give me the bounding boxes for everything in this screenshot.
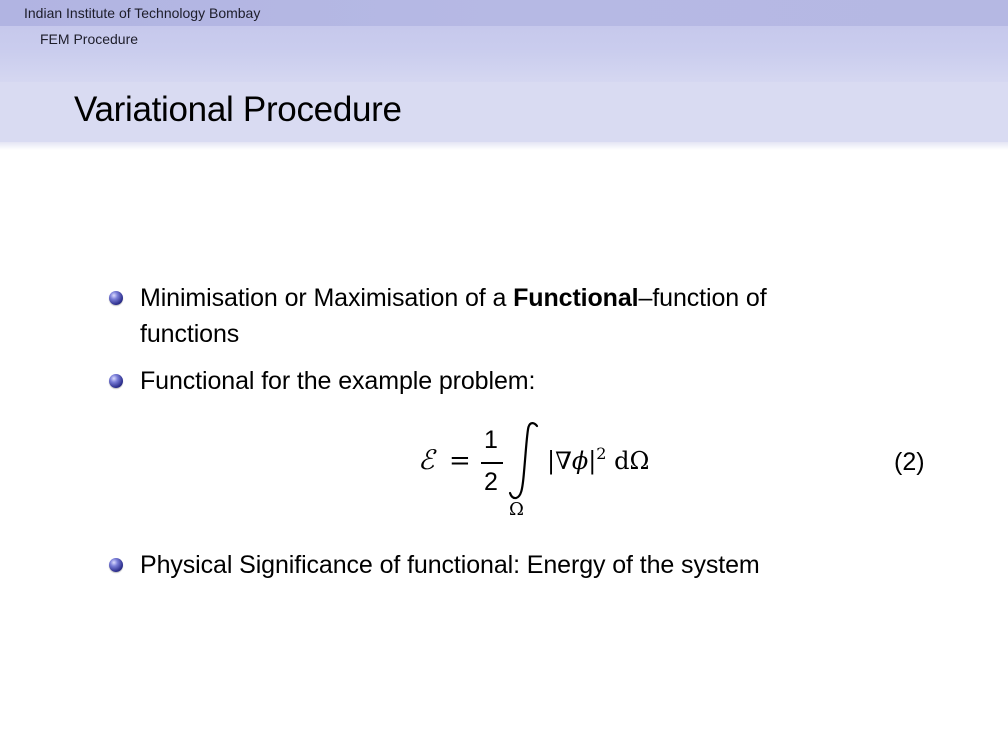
bullet-icon bbox=[109, 291, 123, 305]
item-text-part: –function of bbox=[638, 284, 767, 312]
equation-numerator: 1 bbox=[484, 426, 498, 454]
equation-equals: = bbox=[449, 446, 471, 476]
page-title: Variational Procedure bbox=[74, 90, 402, 129]
list-item: Functional for the example problem: bbox=[140, 367, 536, 395]
list-item: Physical Significance of functional: Energy of the system bbox=[140, 551, 760, 579]
integrand-variable: ϕ bbox=[571, 447, 589, 475]
bullet-icon bbox=[109, 558, 123, 572]
institute-name: Indian Institute of Technology Bombay bbox=[24, 5, 261, 21]
list-item bbox=[140, 280, 940, 352]
equation-number: (2) bbox=[894, 448, 925, 476]
integrand-close: | bbox=[588, 447, 597, 475]
frame-title-shadow bbox=[0, 142, 1008, 150]
item-text-part: Minimisation or Maximisation of a bbox=[140, 284, 514, 312]
equation-denominator: 2 bbox=[484, 468, 498, 496]
integrand-exponent: 2 bbox=[596, 444, 607, 463]
header-section-bar bbox=[0, 26, 1008, 82]
integrand-open: |∇ bbox=[547, 447, 572, 475]
item-text-bold: Functional bbox=[513, 284, 639, 312]
section-name: FEM Procedure bbox=[40, 31, 139, 47]
bullet-icon bbox=[109, 374, 123, 388]
integrand-differential: dΩ bbox=[606, 447, 650, 475]
equation-domain: Ω bbox=[509, 499, 524, 520]
item-text-part: functions bbox=[140, 320, 240, 348]
equation-lhs: ℰ bbox=[418, 445, 435, 476]
integral-sign-icon bbox=[503, 420, 543, 502]
fraction-bar bbox=[481, 462, 503, 464]
equation-integrand bbox=[547, 444, 649, 478]
